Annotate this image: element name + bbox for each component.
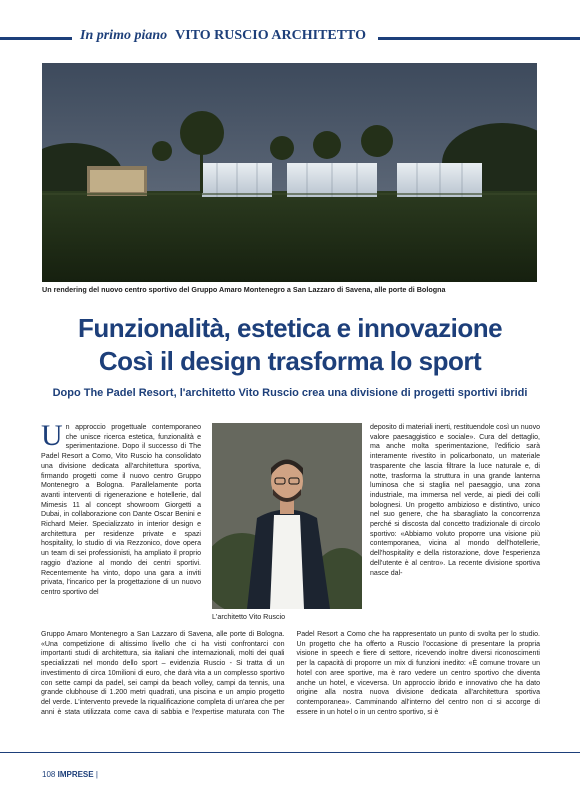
portrait-caption: L'architetto Vito Ruscio xyxy=(212,612,286,621)
drop-cap: U xyxy=(41,419,63,452)
footer-separator: | xyxy=(95,770,98,779)
header-rule-left xyxy=(0,37,72,40)
section-label: In primo piano xyxy=(80,28,168,43)
page-number: 108 xyxy=(42,770,56,779)
magazine-name: IMPRESE xyxy=(57,770,94,779)
section-subject: VITO RUSCIO ARCHITETTO xyxy=(175,28,367,43)
body-text-col1: n approccio progettuale contemporaneo che unisce ricerca estetica, funzionalità e sperimentazione. Dopo il successo di The Padel Resort a Como, Vito Ruscio ha consolidato una divisione dedicata all'architettura sportiva, firmando progetti come il nuovo centro Gruppo Montenegro a Bologna. Parallelamente porta avanti interventi di rigenerazione e hotellerie, dal Mimesis 11 al concept showroom Giorgetti a Dubai, in collaborazione con Dante Oscar Benini e Richard Meier. Specializzato in interior design e architettura per residenze private e spazi hospitality, lo studio di via Rezzonico, dove opera un team di sei professionisti, ha ampliato il proprio raggio d'azione al mondo dei centri sportivi. Recentemente ha vinto, dopo una gara a inviti privata, l'incarico per la progettazione di un nuovo centro sportivo del xyxy=(41,424,201,596)
section-title xyxy=(80,28,366,44)
body-column-1 xyxy=(41,419,201,598)
body-text-bottom: Gruppo Amaro Montenegro a San Lazzaro di Savena, alle porte di Bologna. «Una competizione di altissimo livello che ci ha visti confrontarci con importanti studi di architettura, sia italiani che internazionali, molti dei quali specializzati nel mondo dello sport – evidenzia Ruscio - Si tratta di un investimento di circa 10milioni di euro, che darà vita a un complesso sportivo con sette campi da padel, sei campi da beach volley, campi da tennis, una grande clubhouse di 1.200 metri quadrati, una piscina e un ampio progetto del verde. L'intervento prevede la riqualificazione completa di un'area che per anni è stata utilizzata come cava di sabbia e l'expertise maturata con The Padel Resort a Como che ha rappresentato un punto di svolta per lo studio. Un progetto che ha offerto a Ruscio l'occasione di presentare la propria visione in speech e fiere di settore, ricevendo inoltre diversi riconoscimenti per la capacità di proporre un mix di funzioni inedito: «È comune trovare un hotel con aree sportive, ma è raro vedere un centro sportivo che diventa anche un hotel, e viceversa. Un approccio ibrido e innovativo che ha dato origine alla nostra nuova divisione dedicata all'architettura sportiva contemporanea». Camminando all'interno del centro non ci si accorge di essere in un hotel o in un centro sportivo, si è xyxy=(41,631,540,716)
rendering-photo xyxy=(42,63,537,282)
headline-line-1: Funzionalità, estetica e innovazione xyxy=(77,313,503,343)
photo-caption: Un rendering del nuovo centro sportivo del Gruppo Amaro Montenegro a San Lazzaro di Savena, alle porte di Bologna xyxy=(42,285,446,294)
header-rule-right xyxy=(378,37,580,40)
architect-portrait xyxy=(212,423,362,609)
headline-line-2: Così il design trasforma lo sport xyxy=(98,346,482,376)
section-header xyxy=(0,30,580,46)
body-column-3: deposito di materiali inerti, restituendole così un nuovo valore paesaggistico e sociale». Cura del dettaglio, ma anche molta sperimentazione, l'edificio sarà interamente rivestito in policarbonato, un materiale trasparente che lascia filtrare la luce naturale e, di notte, trasforma la struttura in una grande lanterna luminosa che si staglia nel paesaggio, una zona industriale, ma immersa nel verde, ai piedi dei colli bolognesi. Un progetto ambizioso e distintivo, unico nel suo genere, che ha sbaragliato la concorrenza perché si discosta dal concetto tradizionale di circolo sportivo: «Abbiamo voluto proporre una visione più contemporanea, vicina al mondo dell'hotellerie, dell'hospitality e della ristorazione, dove l'esperienza dell'utente è al centro». La recente divisione sportiva nasce dal- xyxy=(370,424,541,577)
footer-rule xyxy=(0,752,580,753)
subheadline: Dopo The Padel Resort, l'architetto Vito Ruscio crea una divisione di progetti sportivi ibridi xyxy=(52,387,528,399)
page-footer xyxy=(42,770,98,779)
